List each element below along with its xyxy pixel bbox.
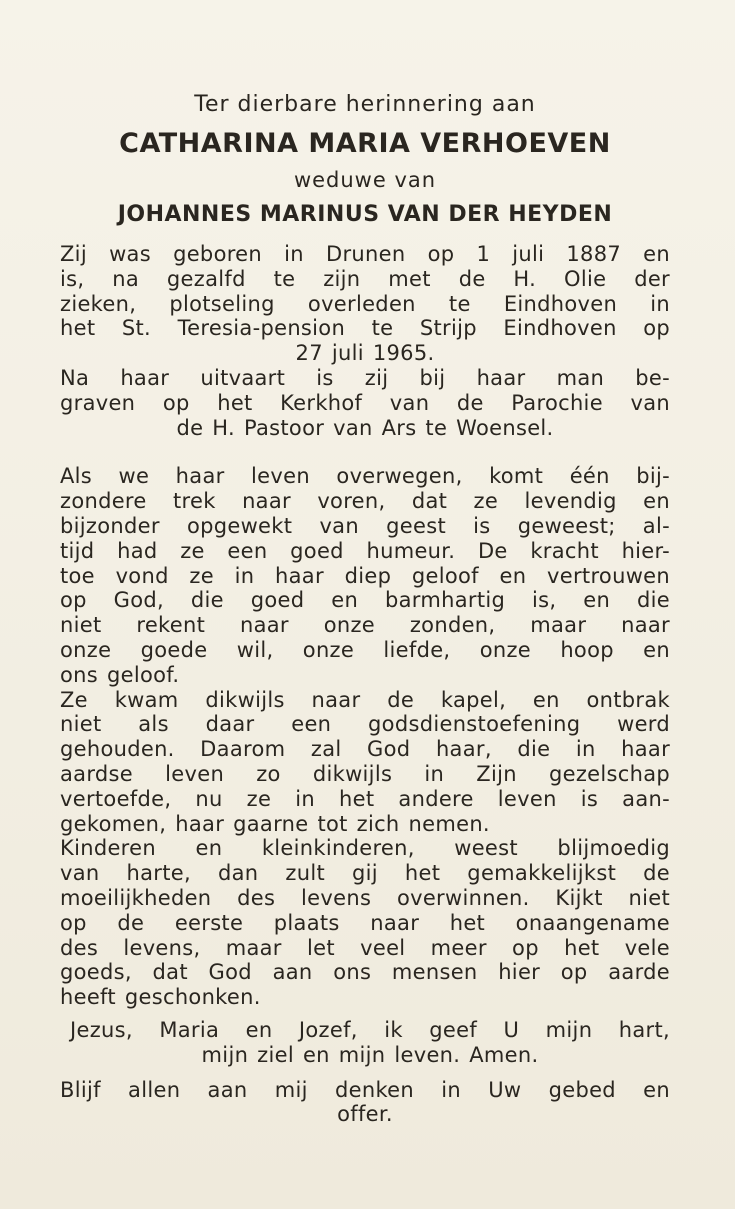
chapel-line: gehouden. Daarom zal God haar, die in haar [60,737,670,762]
reflection-line: onze goede wil, onze liefde, onze hoop en [60,637,670,662]
children-line: heeft geschonken. [60,985,261,1010]
children-line: van harte, dan zult gij het gemakkelijkst de [60,861,670,886]
chapel-paragraph [60,688,670,837]
children-line: moeilijkheden des levens overwinnen. Kijkt niet [60,885,670,910]
reflection-line: bijzonder opgewekt van geest is geweest; al- [60,513,670,538]
closing-paragraph [60,1078,670,1128]
chapel-line: gekomen, haar gaarne tot zich nemen. [60,811,490,836]
bio-line: zieken, plotseling overleden te Eindhoven in [60,291,670,316]
closing-line: Blijf allen aan mij denken in Uw gebed en [60,1077,670,1102]
bio-paragraph [60,242,670,366]
reflection-line: toe vond ze in haar diep geloof en vertrouwen [60,563,670,588]
reflection-paragraph [60,464,670,687]
burial-paragraph [60,366,670,440]
chapel-line: Ze kwam dikwijls naar de kapel, en ontbrak [60,687,670,712]
children-line: op de eerste plaats naar het onaangename [60,910,670,935]
chapel-line: vertoefde, nu ze in het andere leven is aan- [60,786,670,811]
widow-of-text: weduwe van [293,168,437,192]
husband-name: JOHANNES MARINUS VAN DER HEYDEN [117,202,613,227]
bio-line: het St. Teresia-pension te Strijp Eindhoven op [60,316,670,341]
reflection-line: Als we haar leven overwegen, komt één bij- [60,464,670,489]
paragraph-gap [60,440,670,464]
children-line: goeds, dat God aan ons mensen hier op aarde [60,960,670,985]
prayer-line: Jezus, Maria en Jozef, ik geef U mijn hart, [70,1017,670,1042]
reflection-line: op God, die goed en barmhartig is, en die [60,588,670,613]
children-line: Kinderen en kleinkinderen, weest blijmoedig [60,836,670,861]
deceased-name: CATHARINA MARIA VERHOEVEN [119,128,611,159]
burial-line: de H. Pastoor van Ars te Woensel. [176,415,554,440]
card-content [60,88,670,1127]
closing-line: offer. [337,1102,393,1127]
reflection-line: ons geloof. [60,662,180,687]
reflection-line: tijd had ze een goed humeur. De kracht hier- [60,538,670,563]
children-paragraph [60,836,670,1010]
reflection-line: zondere trek naar voren, dat ze levendig en [60,489,670,514]
children-line: des levens, maar let veel meer op het vele [60,935,670,960]
bio-line: 27 juli 1965. [295,341,435,366]
burial-line: Na haar uitvaart is zij bij haar man be- [60,365,670,390]
chapel-line: aardse leven zo dikwijls in Zijn gezelschap [60,761,670,786]
intro-text: Ter dierbare herinnering aan [194,92,536,117]
prayer-line: mijn ziel en mijn leven. Amen. [201,1042,539,1067]
chapel-line: niet als daar een godsdienstoefening werd [60,712,670,737]
reflection-line: niet rekent naar onze zonden, maar naar [60,613,670,638]
burial-line: graven op het Kerkhof van de Parochie van [60,390,670,415]
prayer-paragraph [60,1018,670,1068]
bio-line: is, na gezalfd te zijn met de H. Olie der [60,266,670,291]
bio-line: Zij was geboren in Drunen op 1 juli 1887 en [60,242,670,266]
